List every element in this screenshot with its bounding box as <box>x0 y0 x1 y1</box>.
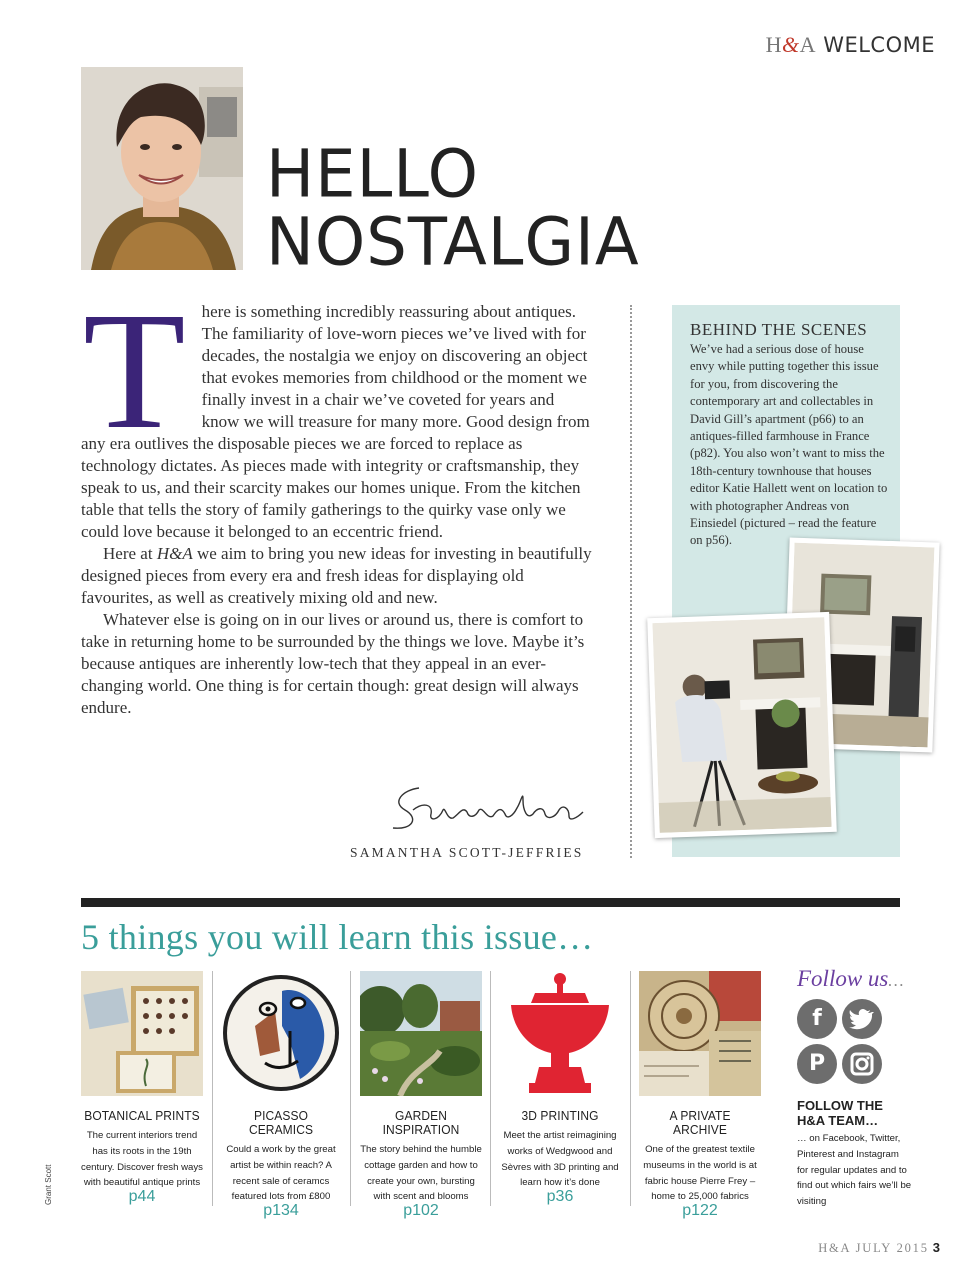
thing-item <box>360 971 482 1220</box>
private-archive-image <box>639 971 761 1096</box>
magazine-logo: H&A <box>765 32 816 57</box>
column-divider <box>490 971 491 1206</box>
pinterest-icon[interactable]: P <box>797 1044 837 1084</box>
editor-letter <box>81 278 596 719</box>
thing-description: Meet the artist reimagining works of Wedgwood and Sèvres with 3D printing and learn how it’s done <box>501 1130 619 1189</box>
follow-us-heading: Follow us… <box>797 966 904 991</box>
thing-item <box>220 971 342 1220</box>
magazine-name: H&A <box>156 544 193 563</box>
botanical-prints-image <box>81 971 203 1096</box>
thing-title: PICASSO CERAMICS <box>248 1109 314 1137</box>
thing-page-link[interactable]: p134 <box>263 1202 299 1220</box>
section-rule <box>81 898 900 907</box>
behind-the-scenes-text: We’ve had a serious dose of house envy while putting together this issue for you, from discovering the contemporary art and collectables in David Gill’s apartment (p66) to an antiques-filled farmhouse in France (p82). You also won’t want to miss the 18th-century townhouse that houses editor Katie Hallett went on location to with photographer Andreas von Einsiedel (pictured – read the feature on p56). <box>690 342 888 548</box>
column-divider <box>630 971 631 1206</box>
handwritten-signature <box>383 780 598 836</box>
thing-title: BOTANICAL PRINTS <box>84 1109 200 1123</box>
3d-printing-image <box>499 971 621 1096</box>
thing-title: GARDEN INSPIRATION <box>382 1109 460 1137</box>
column-divider <box>212 971 213 1206</box>
issue-label: H&A JULY 2015 <box>818 1241 929 1255</box>
garden-inspiration-image <box>360 971 482 1096</box>
editor-name: SAMANTHA SCOTT-JEFFRIES <box>350 845 584 860</box>
thing-description: One of the greatest textile museums in the world is at fabric house Pierre Frey – home to 25,000 fabrics <box>643 1144 757 1203</box>
section-header <box>766 32 935 58</box>
follow-team-description: … on Facebook, Twitter, Pinterest and Instagram for regular updates and to find out which fairs we’ll be visiting <box>797 1133 912 1208</box>
twitter-icon[interactable] <box>842 999 882 1039</box>
title-line-1: HELLO <box>266 136 479 214</box>
photo-credit: Grant Scott <box>44 1164 53 1205</box>
page-footer <box>818 1240 940 1256</box>
photographer-photo <box>647 612 837 838</box>
thing-item <box>81 971 203 1206</box>
paragraph-1: here is something incredibly reassuring about antiques. The familiarity of love-worn pieces we’ve lived with for decades, the nostalgia we enjoy on discovering an object that evokes memories from childhood or the moment we finally invest in a chair we’ve coveted for years and know we will treasure for many more. Good design from any era outlives the disposable pieces we are forced to replace as technology dictates. As pieces made with integrity or craftsmanship, they speak to us, and their scarcity makes our homes unique. From the kitchen table that tells the story of family gatherings to the quirky vase only we could love because it belonged to an eccentric friend. <box>81 302 590 541</box>
paragraph-2: Here at H&A we aim to bring you new ideas for investing in beautifully designed pieces from every era and fresh ideas for displaying old favourites, as well as creatively mixing old and new. <box>81 544 592 607</box>
page-title <box>266 136 640 282</box>
paragraph-3: Whatever else is going on in our lives or around us, there is comfort to take in returning home to be surrounded by the things we love. Maybe it’s because antiques are inherently low-tech that they appeal in an ever-changing world. One thing is for certain though: great design will always endure. <box>81 610 585 717</box>
thing-title: A PRIVATE ARCHIVE <box>669 1109 731 1137</box>
column-divider <box>350 971 351 1206</box>
picasso-ceramics-image <box>220 971 342 1096</box>
thing-page-link[interactable]: p102 <box>403 1202 439 1220</box>
things-heading: 5 things you will learn this issue… <box>81 917 594 957</box>
thing-page-link[interactable]: p122 <box>682 1202 718 1220</box>
title-line-2: NOSTALGIA <box>266 204 640 282</box>
facebook-icon[interactable]: f <box>797 999 837 1039</box>
behind-the-scenes-title: BEHIND THE SCENES <box>690 320 868 339</box>
follow-team-title: FOLLOW THE H&A TEAM… <box>797 1098 883 1128</box>
thing-description: Could a work by the great artist be within reach? A recent sale of ceramcs featured lots from £800 <box>226 1144 336 1203</box>
thing-description: The current interiors trend has its roots in the 19th century. Discover fresh ways with beautiful antique prints <box>81 1130 203 1189</box>
thing-item <box>499 971 621 1206</box>
editor-portrait <box>81 67 243 270</box>
section-label: WELCOME <box>823 33 935 57</box>
thing-item <box>639 971 761 1220</box>
thing-page-link[interactable]: p36 <box>546 1188 574 1206</box>
instagram-icon[interactable] <box>842 1044 882 1084</box>
drop-cap: T <box>83 278 186 464</box>
dotted-divider <box>630 305 632 858</box>
thing-description: The story behind the humble cottage garden and how to create your own, bursting with scent and blooms <box>360 1144 482 1203</box>
thing-title: 3D PRINTING <box>521 1109 599 1123</box>
thing-page-link[interactable]: p44 <box>128 1188 156 1206</box>
page-number: 3 <box>932 1240 940 1255</box>
